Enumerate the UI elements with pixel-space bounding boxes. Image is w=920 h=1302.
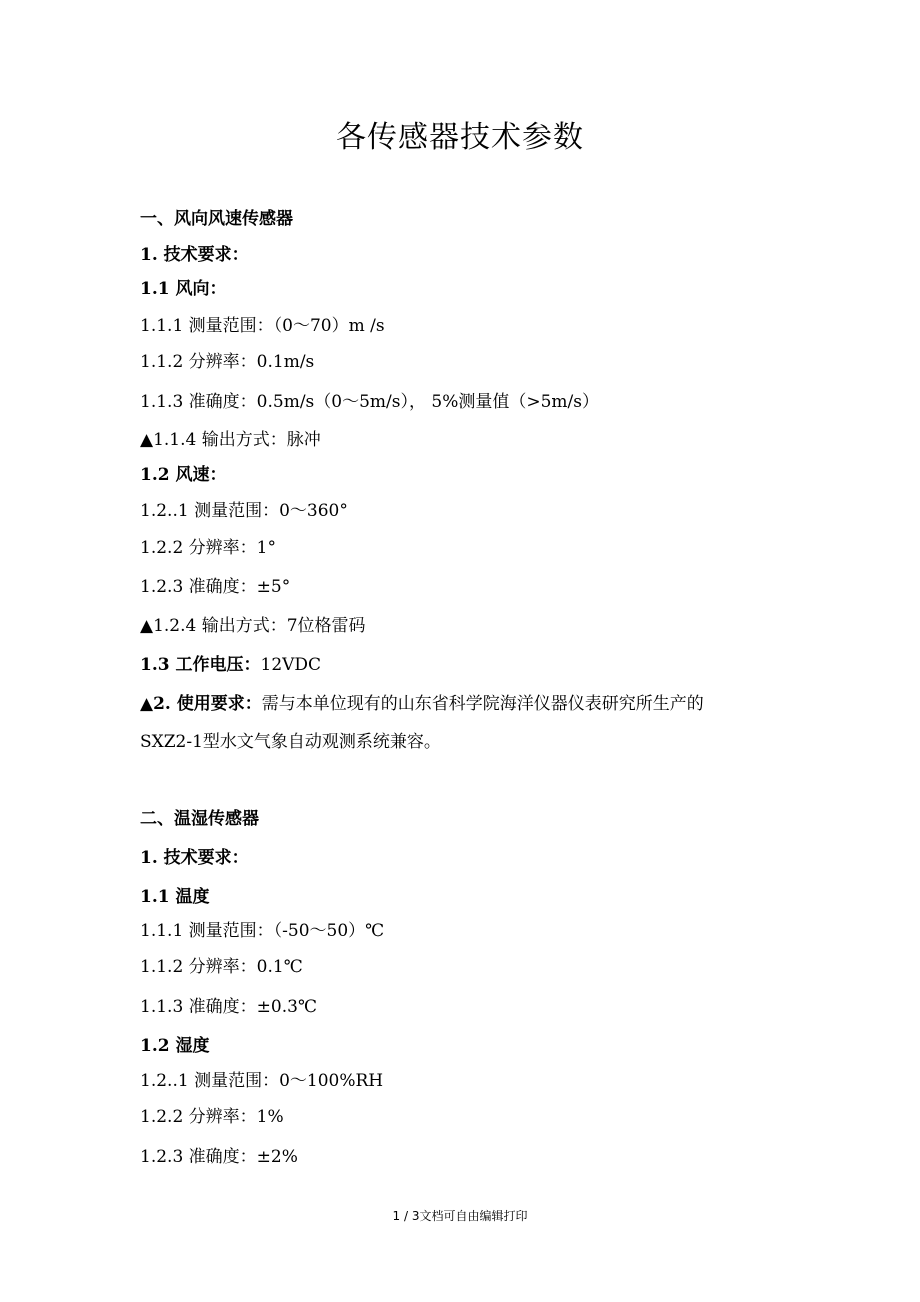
spec-item: 1.2.2 分辨率：1% xyxy=(140,1107,284,1127)
spec-item: ▲1.2.4 输出方式：7位格雷码 xyxy=(140,616,366,636)
usage-requirements-text-continued: SXZ2-1型水文气象自动观测系统兼容。 xyxy=(140,732,441,752)
tech-requirements-heading: 1. 技术要求： xyxy=(140,848,249,868)
working-voltage-label: 1.3 工作电压： xyxy=(140,655,261,675)
spec-item: 1.2.3 准确度：±5° xyxy=(140,577,291,597)
usage-requirements-text: 需与本单位现有的山东省科学院海洋仪器仪表研究所生产的 xyxy=(261,694,704,714)
spec-item: 1.1.2 分辨率：0.1℃ xyxy=(140,957,303,977)
subsection-title-temperature: 1.1 温度 xyxy=(140,887,210,907)
page-title: 各传感器技术参数 xyxy=(336,120,584,155)
subsection-title-wind-speed: 1.2 风速： xyxy=(140,465,227,485)
spec-item: 1.2.2 分辨率：1° xyxy=(140,538,276,558)
section-heading-temp-humidity: 二、温湿传感器 xyxy=(140,809,259,829)
spec-item: 1.2..1 测量范围：0～100%RH xyxy=(140,1071,384,1091)
working-voltage-value: 12VDC xyxy=(260,655,322,675)
page-footer: 1 / 3文档可自由编辑打印 xyxy=(392,1209,528,1223)
usage-requirements-label: ▲2. 使用要求： xyxy=(140,694,262,714)
spec-item: 1.2.3 准确度：±2% xyxy=(140,1147,298,1167)
tech-requirements-heading: 1. 技术要求： xyxy=(140,245,249,265)
spec-item: 1.1.1 测量范围：（-50～50）℃ xyxy=(140,921,385,941)
spec-item: 1.2..1 测量范围：0～360° xyxy=(140,501,348,521)
usage-requirements-line xyxy=(140,693,704,715)
section-heading-wind: 一、风向风速传感器 xyxy=(140,209,293,229)
spec-item: ▲1.1.4 输出方式：脉冲 xyxy=(140,430,321,450)
spec-item: 1.1.2 分辨率：0.1m/s xyxy=(140,352,315,372)
subsection-title-humidity: 1.2 湿度 xyxy=(140,1036,210,1056)
spec-item: 1.1.3 准确度：±0.3℃ xyxy=(140,997,317,1017)
working-voltage-line xyxy=(140,654,321,676)
subsection-title-wind-direction: 1.1 风向： xyxy=(140,279,227,299)
spec-item: 1.1.1 测量范围：（0～70）m /s xyxy=(140,316,385,336)
spec-item: 1.1.3 准确度：0.5m/s（0～5m/s）， 5%测量值（>5m/s） xyxy=(140,392,599,412)
